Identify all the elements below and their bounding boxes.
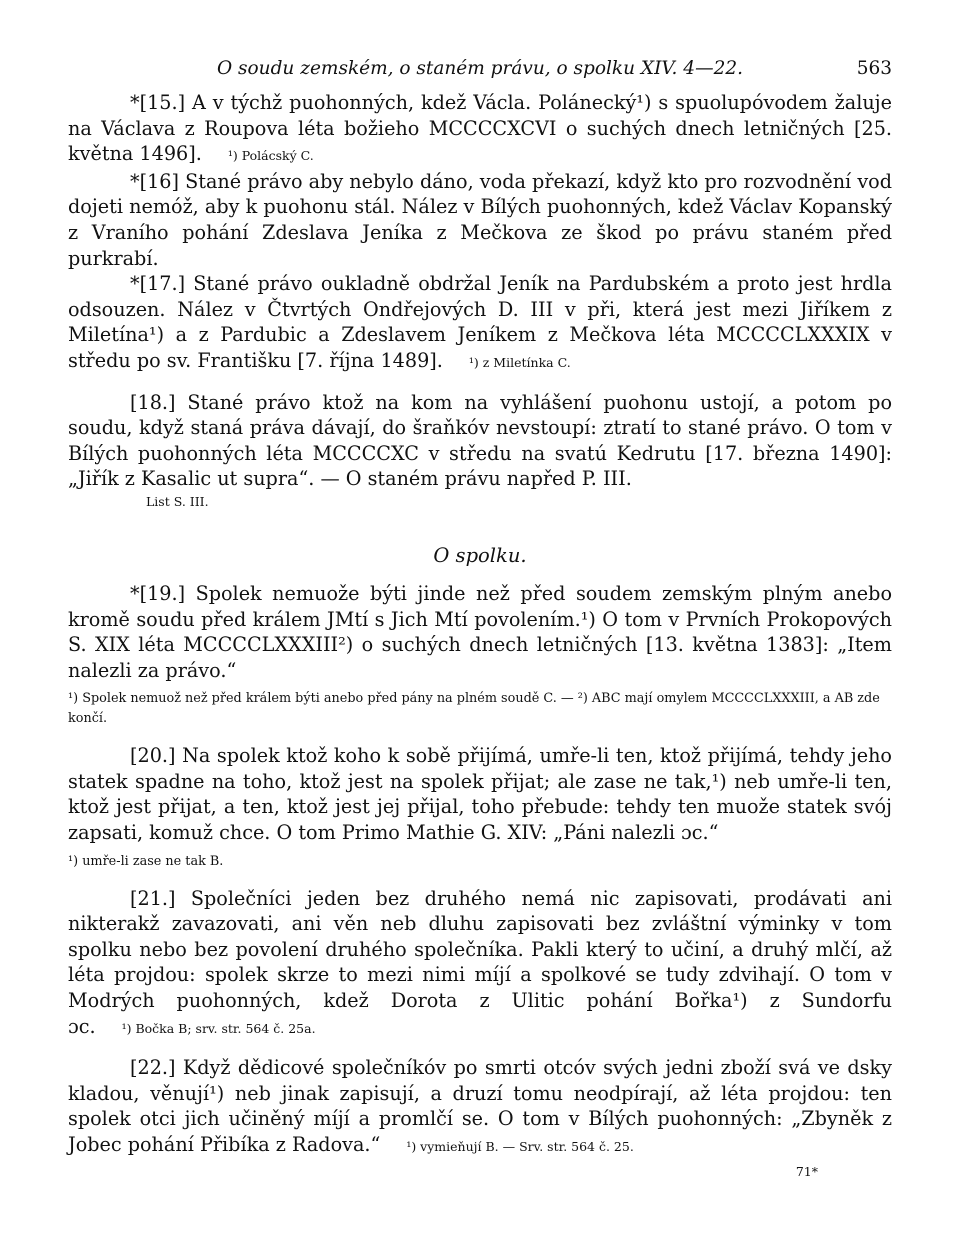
- list-note: List S. III.: [146, 493, 209, 509]
- running-title: O soudu zemském, o staném právu, o spolku XIV. 4—22.: [216, 58, 743, 79]
- footnote-inline: ¹) Bočka B; srv. str. 564 č. 25a.: [121, 1020, 316, 1036]
- footnote-inline: ¹) Polácský C.: [227, 148, 314, 164]
- paragraph-16: [68, 169, 892, 271]
- paragraph-text: [20.] Na spolek ktož koho k sobě přijímá, umře-li ten, ktož přijímá, tehdy jeho statek spadne na toho, ktož jest na spolek přijat; ale zase ne tak,¹) neb umře-li ten, ktož jest přijat, a ten, ktož jest jej přijal, toho přebude: tehdy ten muože statek svój zapsati, komuž chce. O tom Primo Mathie G. XIV: „Páni nalezli ɔc.“: [68, 744, 892, 845]
- paragraph-18: [68, 390, 892, 492]
- paragraph-text: *[15.] A v týchž puohonných, kdež Václa. Polánecký¹) s spuolupóvodem žaluje na Václava z Roupova léta božieho MCCCCXCVI o suchých dnech letničných [25. května 1496].: [68, 91, 892, 166]
- footnote-inline: ¹) vymieňují B. — Srv. str. 564 č. 25.: [406, 1139, 634, 1154]
- paragraph-text: *[19.] Spolek nemuože býti jinde než před soudem zemským plným anebo kromě soudu před králem JMtí s Jich Mtí povolením.¹) O tom v Prvních Prokopových S. XIX léta MCCCCLXXXIII²) o suchých dnech letničných [13. května 1383]: „Item nalezli za právo.“: [68, 581, 892, 682]
- footnote: ¹) Spolek nemuož než před králem býti anebo před pány na plném soudě C. — ²) ABC mají omylem MCCCCLXXXIII, a AB zde končí.: [68, 691, 880, 727]
- paragraph-21: [68, 886, 892, 1042]
- page-number: 563: [856, 58, 892, 79]
- paragraph-17: [68, 271, 892, 375]
- paragraph-19: [68, 581, 892, 683]
- paragraph-20: [68, 743, 892, 845]
- paragraph-text: [21.] Společníci jeden bez druhého nemá nic zapisovati, prodávati ani nikterakž zavazovati, ani věn neb dluhu zapisovati bez zvláštní výminky v tom spolku nebo bez povolení druhého společníka. Pakli který to učiní, a druhý mlčí, až léta projdou: spolek skrze to mezi nimi míjí a spolkové se tudy zdvihají. O tom v Modrých puohonných, kdež Dorota z Ulitic pohání Bořka¹) z Sundorfu ɔc.: [68, 886, 892, 1038]
- paragraph-text: [18.] Stané právo ktož na kom na vyhlášení puohonu ustojí, a potom po soudu, když staná práva dávají, do šraňkóv nevstoupí: ztratí to stané právo. O tom v Bílých puohonných léta MCCCCXC v středu na svatú Kedrutu [17. března 1490]: „Jiřík z Kasalic ut supra“. — O staném právu napřed P. III.: [68, 390, 892, 491]
- paragraph-text: *[16] Stané právo aby nebylo dáno, voda překazí, když kto pro rozvodnění vod dojeti nemóž, aby k puohonu stál. Nález v Bílých puohonných, kdež Václav Kopanský z Vraního pohání Zdeslava Jeníka z Mečkova ze škod po právu staném před purkrabí.: [68, 169, 892, 270]
- footnote-inline: ¹) z Miletínka C.: [468, 354, 571, 370]
- footnote: ¹) umře-li zase ne tak B.: [68, 853, 224, 869]
- signature-mark: 71*: [795, 1163, 818, 1179]
- section-title: O spolku.: [433, 543, 527, 567]
- paragraph-15: [68, 90, 892, 169]
- paragraph-text: [22.] Když dědicové společníkóv po smrti otcóv svých jedni zboží svá ve dsky kladou, věnují¹) neb jinak zapisují, a druzí tomu neodpírají, až léta projdou: ten spolek otci jich učiněný míjí a promlčí se. O tom v Bílých puohonných: „Zbyněk z Jobec pohání Přibíka z Radova.“: [68, 1056, 892, 1156]
- running-header: [68, 58, 892, 90]
- page: [68, 58, 892, 1179]
- paragraph-text: *[17.] Stané právo oukladně obdržal Jeník na Pardubském a proto jest hrdla odsouzen. Nález v Čtvrtých Ondřejových D. III v při, která jest mezi Jiříkem z Miletína¹) a z Pardubic a Zdeslavem Jeníkem z Mečkova léta MCCCCLXXXIX v středu po sv. Františku [7. října 1489].: [68, 272, 892, 372]
- paragraph-22: [68, 1055, 892, 1159]
